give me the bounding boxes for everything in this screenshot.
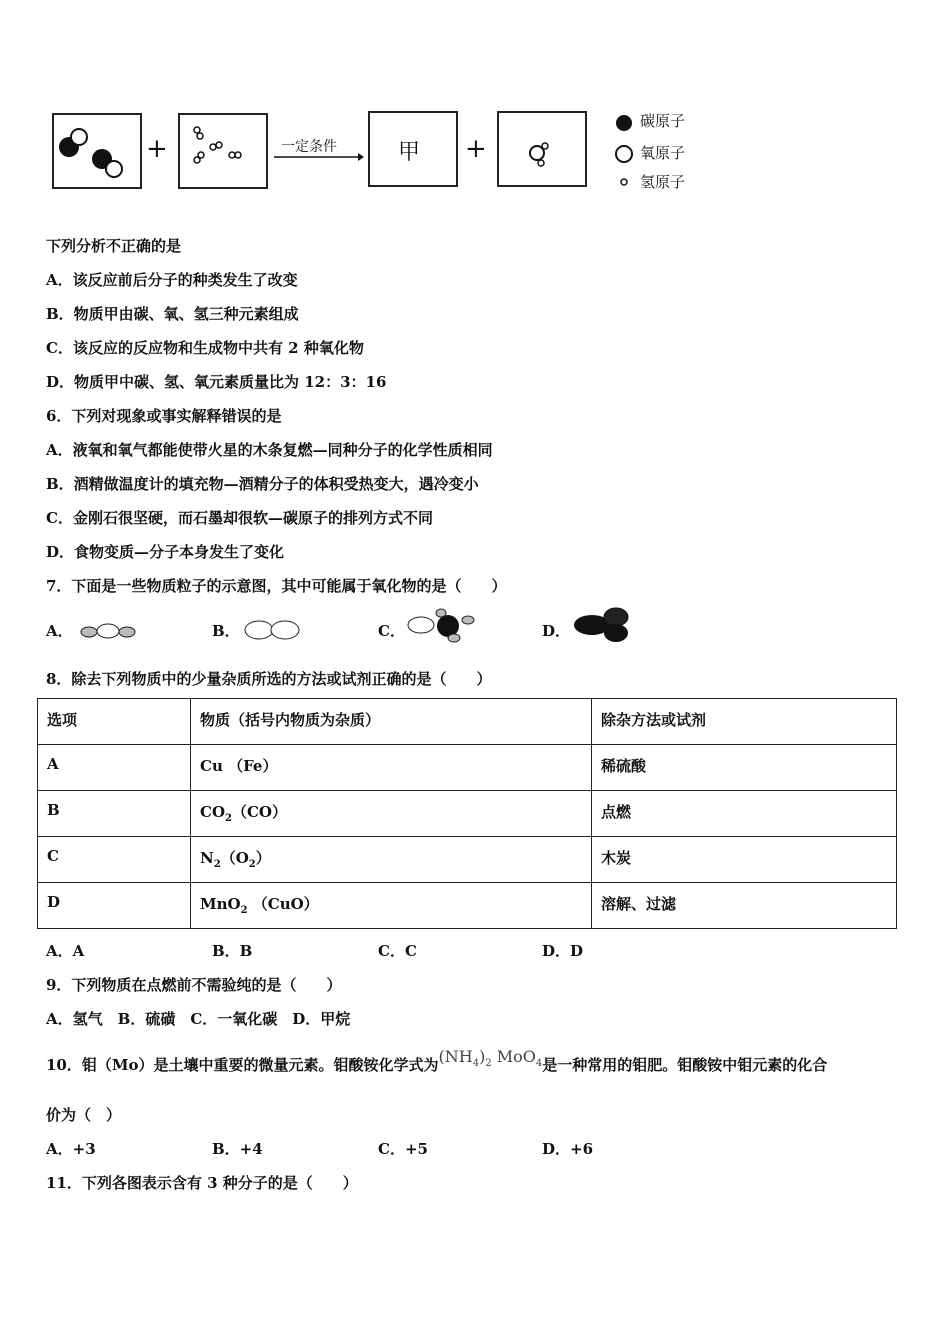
q7-label-a: A． [46, 622, 73, 640]
product-box-1 [368, 111, 458, 187]
arrow-label: 一定条件 [281, 139, 337, 155]
cell-option: C [38, 837, 191, 883]
header-option: 选项 [38, 699, 191, 745]
q7-label-b: B． [212, 622, 240, 640]
q8-answer-b: B．B [212, 942, 253, 960]
table-row [38, 791, 897, 837]
cell-method: 溶解、过滤 [592, 883, 897, 929]
reactant-box-2 [178, 113, 268, 189]
legend-carbon: 碳原子 [640, 112, 686, 130]
molecule-co-icon [54, 115, 140, 187]
molecule-h2o-icon [499, 113, 585, 185]
q5-option-c: C．该反应的反应物和生成物中共有 2 种氧化物 [46, 339, 364, 357]
cell-substance: $N_2(O_2)$ [191, 837, 592, 883]
q10-option-b: B．+4 [212, 1140, 263, 1158]
q10-stem-cont: 价为（ ） [46, 1106, 122, 1124]
q5-option-d: D．物质甲中碳、氢、氧元素质量比为 12：3：16 [46, 373, 387, 391]
reactant-box-1 [52, 113, 142, 189]
cell-option: A [38, 745, 191, 791]
header-substance: 物质（括号内物质为杂质） [191, 699, 592, 745]
molecule-h2-icon [180, 115, 266, 187]
cell-method: 点燃 [592, 791, 897, 837]
header-method: 除杂方法或试剂 [592, 699, 897, 745]
q10-stem: 10．钼（Mo）是土壤中重要的微量元素。钼酸铵化学式为$(NH_4)_2$ MoO$_4$是一种常用的钼肥。钼酸铵中钼元素的化合 [46, 1047, 828, 1074]
q7-particle-d-icon [570, 605, 636, 643]
molybdate-formula: $(NH_4)_2$ MoO$_4$ [438, 1047, 543, 1070]
product-label: 甲 [398, 140, 421, 165]
q6-option-c: C．金刚石很坚硬，而石墨却很软—碳原子的排列方式不同 [46, 509, 433, 527]
q8-answer-a: A．A [46, 942, 85, 960]
q7-label-c: C． [378, 622, 405, 640]
q10-option-c: C．+5 [378, 1140, 428, 1158]
q8-stem: 8．除去下列物质中的少量杂质所选的方法或试剂正确的是（ ） [46, 670, 492, 688]
q8-table [37, 698, 897, 929]
q6-stem: 6．下列对现象或事实解释错误的是 [46, 407, 282, 425]
plus-sign-2: + [465, 134, 487, 164]
q9-options: A．氢气 B．硫磺 C．一氧化碳 D．甲烷 [46, 1010, 351, 1028]
cell-substance: MnO$_2$ （CuO） [191, 883, 592, 929]
cell-method: 木炭 [592, 837, 897, 883]
q10-option-a: A．+3 [46, 1140, 96, 1158]
q7-particle-a-icon [78, 620, 138, 642]
table-header-row [38, 699, 897, 745]
q7-particle-b-icon [242, 618, 304, 642]
product-box-2 [497, 111, 587, 187]
arrow-icon [274, 152, 364, 162]
q8-answer-d: D．D [542, 942, 584, 960]
q7-label-d: D． [542, 622, 571, 640]
legend-carbon-icon [614, 113, 634, 133]
legend-hydrogen: 氢原子 [640, 173, 686, 191]
legend-hydrogen-icon [618, 176, 630, 188]
q5-option-a: A．该反应前后分子的种类发生了改变 [46, 271, 298, 289]
q6-option-a: A．液氧和氧气都能使带火星的木条复燃—同种分子的化学性质相同 [46, 441, 493, 459]
q8-answer-c: C．C [378, 942, 417, 960]
q7-particle-c-icon [404, 608, 480, 644]
table-row [38, 883, 897, 929]
q6-option-d: D．食物变质—分子本身发生了变化 [46, 543, 285, 561]
q10-option-d: D．+6 [542, 1140, 594, 1158]
q9-stem: 9．下列物质在点燃前不需验纯的是（ ） [46, 976, 342, 994]
table-row [38, 837, 897, 883]
cell-substance: $CO_2(CO)$ [191, 791, 592, 837]
legend-oxygen-icon [614, 144, 634, 164]
legend-oxygen: 氧原子 [640, 144, 686, 162]
cell-substance: Cu （Fe） [191, 745, 592, 791]
table-row [38, 745, 897, 791]
cell-option: B [38, 791, 191, 837]
q5-option-b: B．物质甲由碳、氧、氢三种元素组成 [46, 305, 299, 323]
q11-stem: 11．下列各图表示含有 3 种分子的是（ ） [46, 1174, 358, 1192]
q5-stem: 下列分析不正确的是 [46, 237, 182, 255]
q7-stem: 7．下面是一些物质粒子的示意图，其中可能属于氧化物的是（ ） [46, 577, 507, 595]
cell-option: D [38, 883, 191, 929]
cell-method: 稀硫酸 [592, 745, 897, 791]
q6-option-b: B．酒精做温度计的填充物—酒精分子的体积受热变大，遇冷变小 [46, 475, 479, 493]
plus-sign-1: + [146, 134, 168, 164]
